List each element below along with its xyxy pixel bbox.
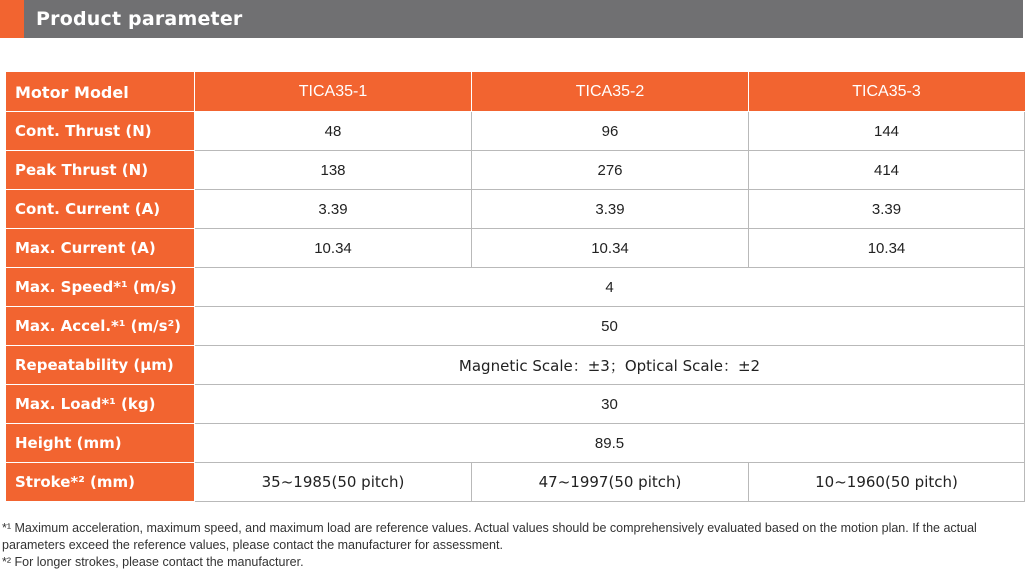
row-label-peak-thrust: Peak Thrust (N) [7,151,195,190]
row-label-repeatability: Repeatability (µm) [7,346,195,385]
cell-value: 414 [749,151,1025,190]
cell-value: 276 [472,151,749,190]
row-label-cont-current: Cont. Current (A) [7,190,195,229]
table-row [7,307,1025,346]
row-label-cont-thrust: Cont. Thrust (N) [7,112,195,151]
cell-value: 3.39 [749,190,1025,229]
table-row [7,151,1025,190]
model-tica35-3: TICA35-3 [749,73,1025,112]
cell-value: 138 [195,151,472,190]
row-label-max-speed: Max. Speed*¹ (m/s) [7,268,195,307]
cell-value-merged: Magnetic Scale：±3；Optical Scale：±2 [195,346,1025,385]
cell-value-merged: 30 [195,385,1025,424]
table-row [7,463,1025,502]
table-row [7,190,1025,229]
section-title: Product parameter [36,8,243,30]
footnote-2: *² For longer strokes, please contact the manufacturer. [2,555,304,569]
header-accent-block [0,0,24,38]
cell-value-merged: 50 [195,307,1025,346]
footnotes [2,520,1029,571]
cell-value: 3.39 [472,190,749,229]
row-label-max-load: Max. Load*¹ (kg) [7,385,195,424]
row-label-max-accel: Max. Accel.*¹ (m/s²) [7,307,195,346]
cell-value: 10.34 [472,229,749,268]
product-parameter-table [6,72,1025,502]
cell-value: 144 [749,112,1025,151]
table-row [7,112,1025,151]
footnote-1: *¹ Maximum acceleration, maximum speed, and maximum load are reference values. Actual values should be comprehensively evaluated based on the motion plan. If the actual parameters exceed the reference values, please contact the manufacturer for assessment. [2,521,977,552]
row-label-motor-model: Motor Model [7,73,195,112]
row-label-stroke: Stroke*² (mm) [7,463,195,502]
cell-value: 47~1997(50 pitch) [472,463,749,502]
section-header [0,0,1023,38]
cell-value: 96 [472,112,749,151]
cell-value: 10.34 [195,229,472,268]
cell-value: 35~1985(50 pitch) [195,463,472,502]
table-row [7,346,1025,385]
cell-value-merged: 89.5 [195,424,1025,463]
table-row [7,229,1025,268]
cell-value: 48 [195,112,472,151]
model-tica35-2: TICA35-2 [472,73,749,112]
row-label-max-current: Max. Current (A) [7,229,195,268]
cell-value: 3.39 [195,190,472,229]
cell-value: 10~1960(50 pitch) [749,463,1025,502]
model-tica35-1: TICA35-1 [195,73,472,112]
table-header-row [7,73,1025,112]
cell-value-merged: 4 [195,268,1025,307]
row-label-height: Height (mm) [7,424,195,463]
table-row [7,385,1025,424]
table-row [7,424,1025,463]
cell-value: 10.34 [749,229,1025,268]
table-row [7,268,1025,307]
